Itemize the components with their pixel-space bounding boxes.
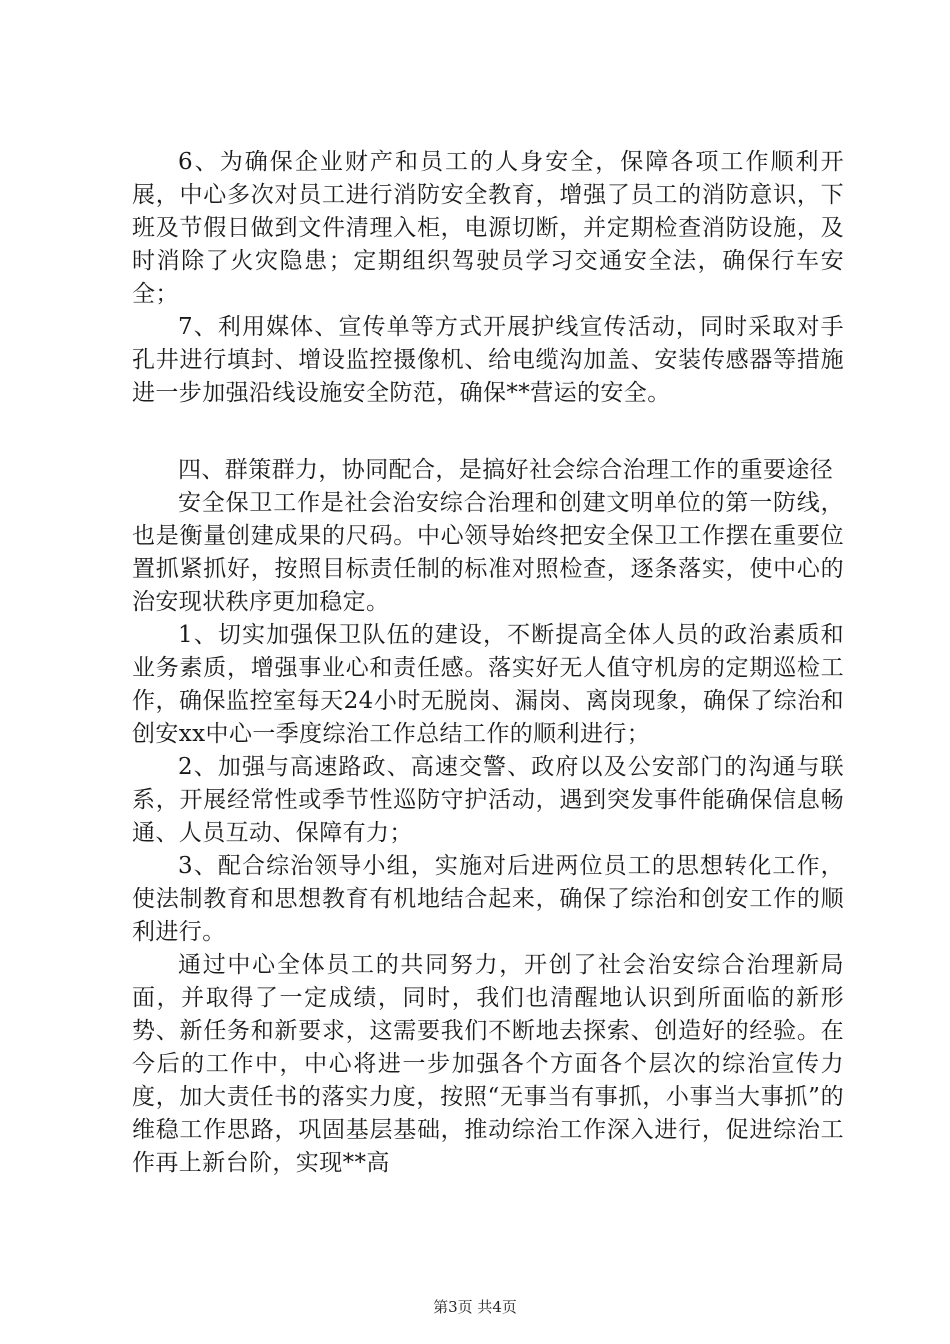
section-heading: 四、群策群力，协同配合，是搞好社会综合治理工作的重要途径	[178, 457, 834, 483]
paragraph-item-1: 1、切实加强保卫队伍的建设，不断提高全体人员的政治素质和业务素质，增强事业心和责任感。落实好无人值守机房的定期巡检工作，确保监控室每天24小时无脱岗、漏岗、离岗现象，确保了综治和创安xx中心一季度综治工作总结工作的顺利进行；	[132, 622, 844, 747]
page-number: 第3页 共4页	[433, 1298, 517, 1316]
paragraph-item-6: 6、为确保企业财产和员工的人身安全，保障各项工作顺利开展，中心多次对员工进行消防安全教育，增强了员工的消防意识，下班及节假日做到文件清理入柜，电源切断，并定期检查消防设施，及时消除了火灾隐患；定期组织驾驶员学习交通安全法，确保行车安全；	[132, 149, 844, 307]
section-spacer	[132, 410, 844, 454]
paragraph-item-2: 2、加强与高速路政、高速交警、政府以及公安部门的沟通与联系，开展经常性或季节性巡防守护活动，遇到突发事件能确保信息畅通、人员互动、保障有力；	[132, 754, 844, 846]
paragraph-intro: 安全保卫工作是社会治安综合治理和创建文明单位的第一防线，也是衡量创建成果的尺码。中心领导始终把安全保卫工作摆在重要位置抓紧抓好，按照目标责任制的标准对照检查，逐条落实，使中心的治安现状秩序更加稳定。	[132, 490, 844, 615]
paragraph-item-3: 3、配合综治领导小组，实施对后进两位员工的思想转化工作，使法制教育和思想教育有机地结合起来，确保了综治和创安工作的顺利进行。	[132, 853, 844, 945]
document-body	[132, 146, 844, 1180]
paragraph-conclusion: 通过中心全体员工的共同努力，开创了社会治安综合治理新局面，并取得了一定成绩，同时，我们也清醒地认识到所面临的新形势、新任务和新要求，这需要我们不断地去探索、创造好的经验。在今后的工作中，中心将进一步加强各个方面各个层次的综治宣传力度，加大责任书的落实力度，按照“无事当有事抓，小事当大事抓”的维稳工作思路，巩固基层基础，推动综治工作深入进行，促进综治工作再上新台阶，实现**高	[132, 952, 844, 1176]
paragraph-item-7: 7、利用媒体、宣传单等方式开展护线宣传活动，同时采取对手孔井进行填封、增设监控摄像机、给电缆沟加盖、安装传感器等措施进一步加强沿线设施安全防范，确保**营运的安全。	[132, 314, 844, 406]
